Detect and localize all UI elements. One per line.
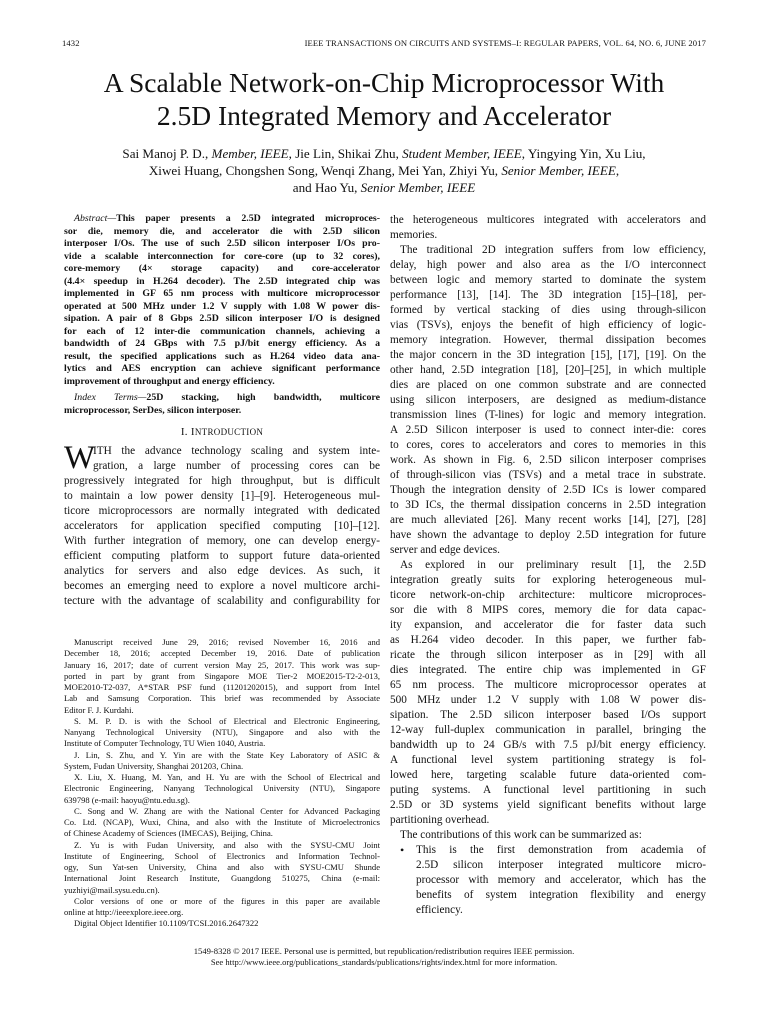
body-line: 2.5D or 3D systems yield significant benefits without large [390, 799, 706, 811]
intro-line: With further integration of memory, one can develop energy- [64, 535, 380, 547]
body-line: puting systems. A functional level partitioning in such [390, 784, 706, 796]
body-line: sor die with 8 MIPS cores, memory die for data capac- [390, 604, 706, 616]
abstract-line: implemented in GF 65 nm process with multicore microprocessor [64, 288, 380, 299]
body-paragraph [390, 243, 706, 558]
footnote-line: 639798 (e-mail: haoyu@ntu.edu.sg). [64, 794, 190, 805]
running-header [62, 38, 706, 52]
body-line: dies are placed on one common substrate and are connected [390, 379, 706, 391]
body-line: 12-way full-duplex communication in parallel, bringing the [390, 724, 706, 736]
body-line: The contributions of this work can be summarized as: [400, 829, 642, 841]
footnote-line: ogy, Sun Yat-sen University, China and also with SYSU-CMU Shunde [64, 862, 380, 872]
body-line: the heterogeneous multicores integrated with accelerators and [390, 214, 706, 226]
footnote-line: online at http://ieeexplore.ieee.org. [64, 907, 184, 917]
abstract [64, 213, 380, 417]
author-line: and Hao Yu, Senior Member, IEEE [292, 180, 476, 195]
body-line: 2.5D silicon interposer integrated multicore micro- [416, 859, 706, 871]
body-line: efficiency. [416, 904, 463, 916]
body-line: are much alleviated [26]. Many recent works [14], [27], [28] [390, 514, 706, 526]
body-line: performance [13], [14]. The 3D integration [15]–[18], per- [390, 289, 706, 301]
body-line: Though the integration density of 2.5D ICs is lower compared [390, 484, 706, 496]
intro-line: gration, a large number of processing cores can be [93, 460, 380, 472]
abstract-line: bandwidth of 24 GBps with 7.5 pJ/bit energy efficiency. As a [64, 338, 380, 349]
body-line: 500 MHz under 1.2 V supply with 1.08 W power dis- [390, 694, 706, 706]
body-line: This is the first demonstration from academia of [416, 844, 706, 856]
intro-line: efficient computing platform to support future data-oriented [64, 550, 380, 562]
body-line: As explored in our preliminary result [1], the 2.5D [400, 559, 706, 571]
author-line: Sai Manoj P. D., Member, IEEE, Jie Lin, Shikai Zhu, Student Member, IEEE, Yingying Yin, Xu Liu, [122, 146, 646, 161]
footnote-line: yuzhiyi@mail.sysu.edu.cn). [64, 884, 160, 895]
abstract-line: improvement of throughput and energy efficiency. [64, 375, 275, 387]
body-line: A functional level system partitioning strategy is fol- [390, 754, 706, 766]
page-number: 1432 [62, 38, 80, 48]
abstract-label: Abstract— [74, 213, 117, 224]
body-line: vias (TSVs), enjoys the benefit of high efficiency of logic- [390, 319, 706, 331]
footnote-line: S. M. P. D. is with the School of Electrical and Electronic Engineering, [74, 715, 380, 726]
title-line: 2.5D Integrated Memory and Accelerator [156, 100, 612, 131]
footnote-line: ported in part by grant from Singapore MOE Tier-2 MOE2015-T2-2-013, [64, 670, 380, 681]
footnote-line: MOE2010-T2-037, A*STAR PSF fund (11201202015), and support from Intel [64, 682, 380, 692]
body-line: server and edge devices. [390, 544, 500, 556]
right-column [390, 213, 706, 918]
index-terms-line: microprocessor, SerDes, silicon interposer. [64, 404, 242, 416]
footnote-line: January 16, 2017; date of current version May 25, 2017. This work was sup- [64, 659, 380, 670]
footnote [64, 637, 380, 930]
body-line: work. As shown in Fig. 6, 2.5D silicon interposer comprises [390, 454, 706, 466]
body-line: delay, high power and also area as the I/O interconnect [390, 259, 706, 271]
intro-line: analytics for servers and also edge devices. As such, it [64, 565, 380, 577]
body-line: partitioning overhead. [390, 814, 490, 826]
body-line: bandwidth up to 24 GB/s with 7.5 pJ/bit energy efficiency. [390, 739, 706, 751]
author-list [40, 145, 728, 196]
abstract-line: lytics and AES encryption can achieve significant performance [64, 363, 380, 374]
bullet-list-item [390, 843, 706, 918]
author-line: Xiwei Huang, Chongshen Song, Wenqi Zhang, Mei Yan, Zhiyi Yu, Senior Member, IEEE, [148, 163, 620, 178]
bullet-icon: • [400, 843, 405, 857]
bullet-item [390, 843, 706, 918]
body-line: lowed here, targeting scalable future data-oriented com- [390, 769, 706, 781]
footnote-line: International Joint Research Institute, Guangdong 510275, China (e-mail: [64, 873, 380, 884]
body-line: transmission lines (T-lines) for logic and memory integration. [390, 409, 706, 421]
body-line: The traditional 2D integration suffers from low efficiency, [400, 244, 706, 256]
section-heading-introduction: I. INTRODUCTION [180, 426, 264, 438]
footnote-line: December 18, 2016; accepted December 19, 2016. Date of publication [64, 648, 380, 659]
footnote-line: J. Lin, S. Zhu, and Y. Yin are with the State Key Laboratory of ASIC & [74, 749, 380, 760]
abstract-line: sor die, memory die, and accelerator die with 2.5D silicon [64, 225, 380, 237]
footnote-line: C. Song and W. Zhang are with the National Center for Advanced Packaging [74, 805, 380, 816]
drop-cap: W [64, 440, 96, 476]
footnote-line: Color versions of one or more of the figures in this paper are available [74, 895, 380, 906]
journal-name: IEEE TRANSACTIONS ON CIRCUITS AND SYSTEMS–I: REGULAR PAPERS, VOL. 64, NO. 6, JUNE 2017 [304, 38, 706, 48]
body-line: using silicon interposers, are designed as medium-distance [390, 394, 706, 406]
body-line: ticore network-on-chip architecture: multicore microproces- [390, 589, 706, 601]
body-line: to 3D ICs, the thermal dissipation concerns in 2.5D integration [390, 499, 706, 511]
body-line: integration greatly suits for exploring heterogeneous mul- [390, 574, 706, 586]
body-line: to cores, cores to accelerators and cores to memories in this [390, 439, 706, 451]
copyright-line: 1549-8328 © 2017 IEEE. Personal use is permitted, but republication/redistribution requires IEEE permission. [193, 946, 575, 956]
index-terms-line: Index Terms—25D stacking, high bandwidth, multicore [74, 392, 380, 403]
footnote-line: Z. Yu is with Fudan University, and also with the SYSU-CMU Joint [74, 839, 380, 850]
intro-line: progressively integrated for high throughput, but is difficult [64, 475, 380, 487]
abstract-line: vide a scalable interconnection for core-core (up to 32 cores), [64, 250, 380, 262]
copyright-note [80, 946, 688, 968]
intro-line: to maintain a low power density [1]–[9]. Heterogeneous mul- [64, 490, 380, 502]
body-line: have shown the advantage to deploy 2.5D integration for future [390, 529, 706, 541]
body-line: ity expansion, and accelerator die for faster data such [390, 619, 706, 631]
body-line: A 2.5D Silicon interposer is used to connect inter-die: cores [390, 424, 706, 436]
footnote-line: Editor F. J. Kurdahi. [64, 704, 134, 715]
index-terms-label: Index Terms— [74, 392, 147, 403]
intro-paragraph [64, 440, 380, 609]
intro-line: becomes an emerging need to explore a novel multicore archi- [64, 580, 380, 592]
body-line: memories. [390, 229, 438, 241]
footnote-line: Institute of Computer Technology, TU Wien 1040, Austria. [64, 738, 266, 749]
abstract-line: for each of 12 inter-die communication channels, achieving a [64, 325, 380, 337]
paper-title [40, 66, 728, 132]
title-line: A Scalable Network-on-Chip Microprocessor With [103, 67, 665, 98]
footnote-line: Nanyang Technological University (NTU), Singapore and also with the [64, 727, 380, 737]
footnote-line: X. Liu, X. Huang, M. Yan, and H. Yu are with the School of Electrical and [74, 772, 380, 782]
footnote-line: Lab and Samsung Corporation. This brief was recommended by Associate [64, 693, 380, 704]
body-line: processor with memory and accelerator, which has the [416, 874, 706, 886]
abstract-line: Abstract—This paper presents a 2.5D integrated microproces- [74, 213, 380, 224]
intro-line: ITH the advance technology scaling and system inte- [93, 445, 380, 457]
body-line: sipation. The 2.5D silicon interposer based I/Os support [390, 709, 706, 721]
footnote-line: of Chinese Academy of Sciences (IMECAS), Beijing, China. [64, 828, 273, 839]
left-column [64, 213, 380, 609]
body-line: other hand, 2.5D integration [18], [20]–[25], in which multiple [390, 364, 706, 376]
intro-line: tecture with the advantage of scalability and configurability for [64, 595, 380, 607]
abstract-line: (4.4× speedup in H.264 decoder). The 2.5D integrated chip was [64, 275, 380, 287]
footnote-line: Institute of Engineering, School of Electronics and Information Technol- [64, 850, 380, 861]
body-line: ricate the through silicon interposer as in [29] with all [390, 649, 706, 661]
body-line: formed by vertical stacking of dies using through-silicon [390, 304, 706, 316]
copyright-line: See http://www.ieee.org/publications_standards/publications/rights/index.html for more information. [210, 957, 558, 967]
footnote-line: Digital Object Identifier 10.1109/TCSI.2016.2647322 [74, 918, 259, 929]
abstract-line: operated at 500 MHz under 1.2 V supply with 1.08 W power dis- [64, 300, 380, 312]
body-line: dies integrated. The entire chip was implemented in GF [390, 664, 706, 676]
abstract-line: interposer I/Os. The use of such 2.5D silicon interposer I/Os pro- [64, 238, 380, 249]
footnote-line: Manuscript received June 29, 2016; revised November 16, 2016 and [74, 637, 380, 647]
body-line: memory integration. However, thermal dissipation becomes [390, 334, 706, 346]
body-line: 65 nm process. The multicore microprocessor operates at [390, 679, 706, 691]
body-line: of through-silicon vias (TSVs) and a metal trace in substrate. [390, 469, 706, 481]
body-line: between logic and memory started to dominate the system [390, 274, 706, 286]
footnote-line: System, Fudan University, Shanghai 201203, China. [64, 760, 244, 771]
intro-line: ticore microprocessors are normally integrated with dedicated [64, 505, 380, 517]
abstract-line: result, the specified applications such as H.264 video data ana- [64, 350, 380, 362]
body-paragraph [390, 558, 706, 828]
body-line: the major concern in the 3D integration [15], [17], [19]. On the [390, 349, 706, 361]
abstract-line: core-memory (4× storage capacity) and core-accelerator [64, 263, 380, 274]
body-line: as H.264 video decoder. In this paper, we further fab- [390, 634, 706, 646]
intro-line: accelerators for application specified computing [10]–[12]. [64, 520, 380, 532]
body-line: benefits of system integration flexibility and energy [416, 889, 706, 901]
footnote-line: Co. Ltd. (NCAP), Wuxi, China, and also with the Institute of Microelectronics [64, 817, 380, 827]
abstract-line: sipation. A pair of 8 Gbps 2.5D silicon interposer I/O is designed [64, 313, 380, 324]
footnote-line: Electronic Engineering, Nanyang Technological University (NTU), Singapore [64, 783, 380, 794]
